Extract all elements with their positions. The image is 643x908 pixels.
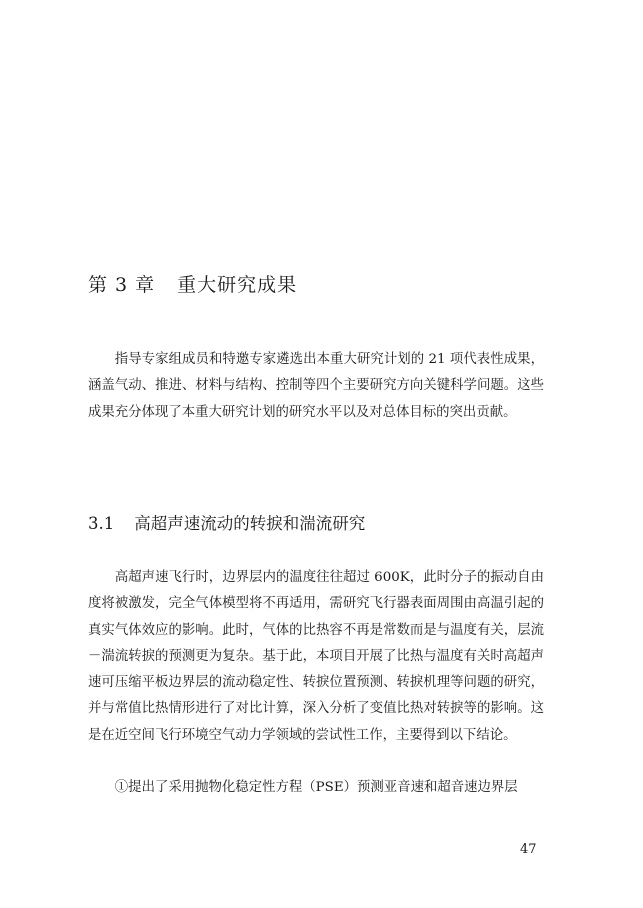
intro-paragraph: 指导专家组成员和特邀专家遴选出本重大研究计划的 21 项代表性成果，涵盖气动、推进、材料与结构、控制等四个主要研究方向关键科学问题。这些成果充分体现了本重大研究计划的研究水平以及对总体目标的突出贡献。 [88,352,544,420]
body-paragraph-conclusion-1: ①提出了采用抛物化稳定性方程（PSE）预测亚音速和超音速边界层 [114,780,518,795]
chapter-heading [88,270,297,297]
section-number: 3.1 [88,514,115,533]
chapter-title: 重大研究成果 [177,274,298,296]
body-paragraph: 高超声速飞行时，边界层内的温度往往超过 600K，此时分子的振动自由度将被激发，完全气体模型将不再适用，需研究飞行器表面周围由高温引起的真实气体效应的影响。此时，气体的比热容不再是常数而是与温度有关，层流－湍流转捩的预测更为复杂。基于此，本项目开展了比热与温度有关时高超声速可压缩平板边界层的流动稳定性、转捩位置预测、转捩机理等问题的研究，并与常值比热情形进行了对比计算，深入分析了变值比热对转捩等的影响。这是在近空间飞行环境空气动力学领域的尝试性工作，主要得到以下结论。 [88,570,544,743]
section-heading [88,510,365,534]
chapter-number: 第 3 章 [88,274,156,296]
section-title: 高超声速流动的转捩和湍流研究 [134,514,366,533]
page-number: 47 [520,842,537,857]
